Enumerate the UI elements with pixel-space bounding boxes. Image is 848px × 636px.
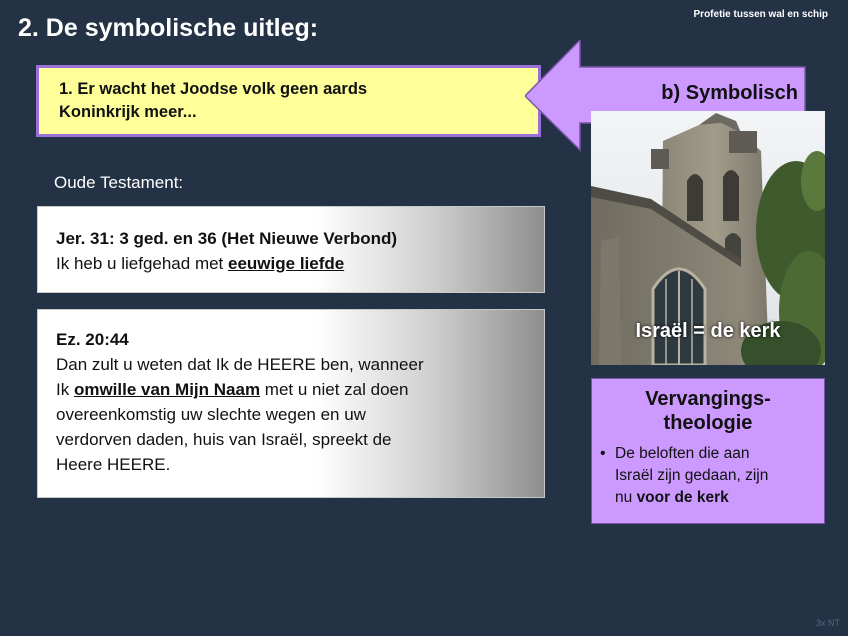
point-box: [36, 65, 541, 137]
theology-line-1: De beloften die aan: [615, 445, 750, 462]
arrow-label: b) Symbolisch: [661, 82, 798, 104]
slide-title: 2. De symbolische uitleg:: [18, 14, 319, 42]
theology-emphasis: voor de kerk: [636, 489, 729, 506]
ezekiel-emphasis: omwille van Mijn Naam: [73, 380, 261, 399]
jeremiah-reference: Jer. 31: 3 ged. en 36 (Het Nieuwe Verbond): [56, 229, 398, 248]
theology-bullet-text: [615, 443, 820, 509]
jeremiah-quote-box: [37, 206, 545, 293]
ezekiel-reference: Ez. 20:44: [56, 330, 129, 349]
theology-title-line-2: theologie: [663, 412, 753, 434]
replacement-theology-box: [591, 378, 825, 524]
bullet-icon: •: [600, 445, 606, 462]
theology-title-line-1: Vervangings-: [645, 388, 771, 410]
ezekiel-line-4: verdorven daden, huis van Israël, spreekt de: [56, 430, 392, 449]
footer-mark: 3x NT: [815, 618, 840, 628]
ezekiel-line-2-end: met u niet zal doen: [260, 380, 409, 399]
ezekiel-line-5: Heere HEERE.: [56, 455, 171, 474]
jeremiah-emphasis: eeuwige liefde: [228, 254, 345, 273]
theology-line-2: Israël zijn gedaan, zijn: [615, 467, 769, 484]
ezekiel-line-1: Dan zult u weten dat Ik de HEERE ben, wanneer: [56, 355, 424, 374]
ezekiel-line-2-start: Ik: [56, 380, 74, 399]
point-line-2: Koninkrijk meer...: [59, 103, 197, 121]
point-line-1: 1. Er wacht het Joodse volk geen aards: [59, 80, 368, 98]
ezekiel-line-2: [56, 377, 544, 402]
theology-line-3: [615, 487, 820, 509]
old-testament-heading: Oude Testament:: [54, 173, 184, 192]
theology-title: [592, 387, 824, 435]
theology-line-3-start: nu: [615, 489, 637, 506]
ezekiel-line-3: overeenkomstig uw slechte wegen en uw: [56, 405, 366, 424]
jeremiah-text: [56, 251, 544, 276]
jeremiah-text-start: Ik heb u liefgehad met: [56, 254, 229, 273]
ezekiel-quote-box: [37, 309, 545, 498]
header-note: Profetie tussen wal en schip: [693, 9, 828, 20]
church-caption: Israël = de kerk: [635, 320, 781, 342]
